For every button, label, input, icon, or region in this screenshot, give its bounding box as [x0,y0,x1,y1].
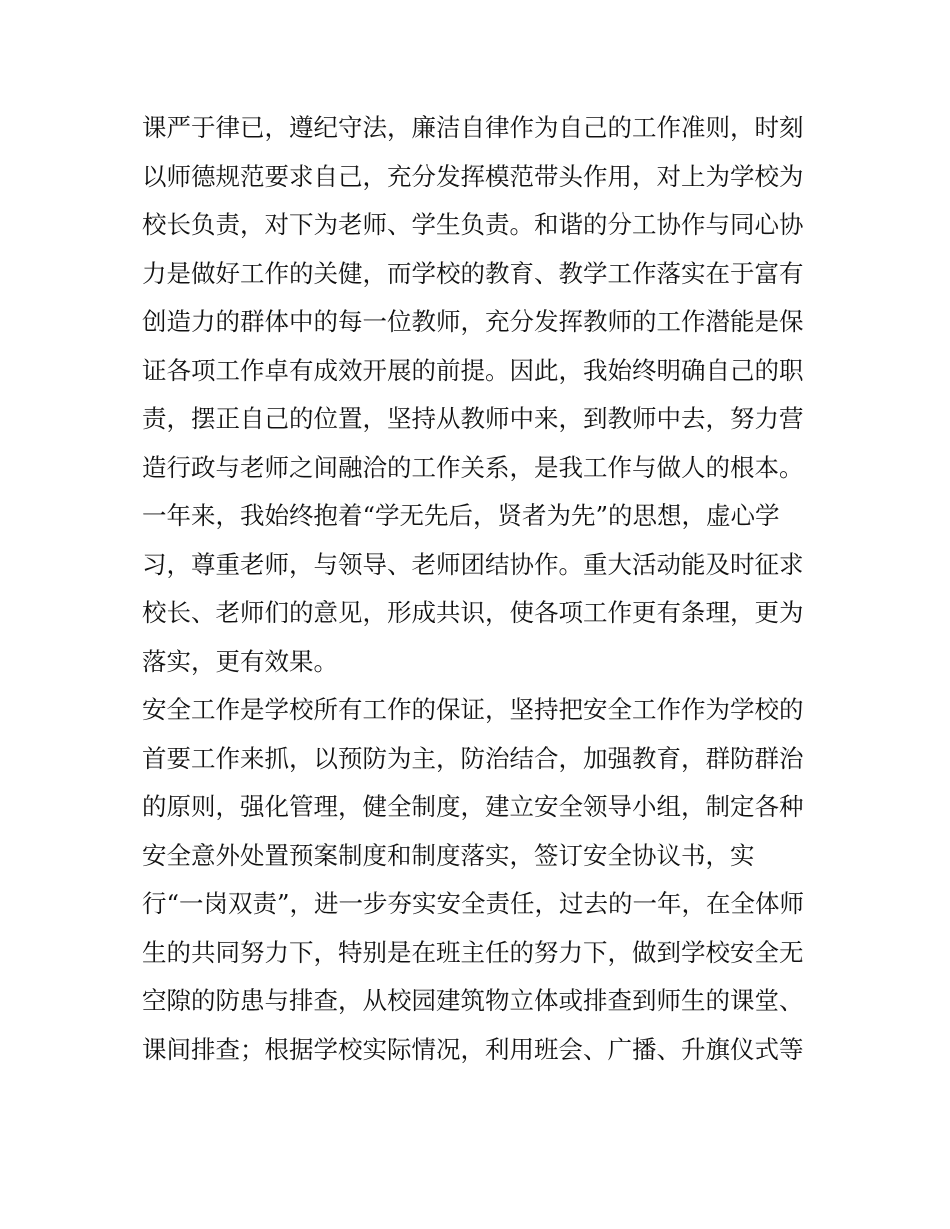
text-line: 力是做好工作的关健，而学校的教育、教学工作落实在于富有 [142,258,804,288]
text-line: 校长负责，对下为老师、学生负责。和谐的分工协作与同心协 [142,210,804,239]
text-line: 习，尊重老师，与领导、老师团结协作。重大活动能及时征求 [142,549,804,579]
text-line: 造行政与老师之间融洽的工作关系，是我工作与做人的根本。 [142,452,804,482]
text-line: 安全工作是学校所有工作的保证，坚持把安全工作作为学校的 [142,695,804,724]
text-line: 课严于律已，遵纪守法，廉洁自律作为自己的工作准则，时刻 [142,113,804,142]
text-line: 证各项工作卓有成效开展的前提。因此，我始终明确自己的职 [142,355,804,385]
text-line: 安全意外处置预案制度和制度落实，签订安全协议书，实 [142,840,755,870]
text-line: 落实，更有效果。 [142,646,338,676]
text-line: 行“一岗双责”，进一步夯实安全责任，过去的一年，在全体师 [142,889,805,918]
text-line: 校长、老师们的意见，形成共识，使各项工作更有条理，更为 [142,598,804,627]
text-line: 首要工作来抓，以预防为主，防治结合，加强教育，群防群治 [142,743,804,773]
text-line: 生的共同努力下，特别是在班主任的努力下，做到学校安全无 [142,937,804,967]
text-line: 课间排查；根据学校实际情况，利用班会、广播、升旗仪式等 [142,1034,804,1064]
text-line: 的原则，强化管理，健全制度，建立安全领导小组，制定各种 [142,792,804,821]
text-line: 创造力的群体中的每一位教师，充分发挥教师的工作潜能是保 [142,307,804,336]
text-line: 以师德规范要求自己，充分发挥模范带头作用，对上为学校为 [142,161,804,191]
text-line: 一年来，我始终抱着“学无先后，贤者为先”的思想，虚心学 [142,501,780,530]
body-text [142,104,822,1074]
text-line: 空隙的防患与排查，从校园建筑物立体或排查到师生的课堂、 [142,986,804,1015]
text-line: 责，摆正自己的位置，坚持从教师中来，到教师中去，努力营 [142,404,804,433]
